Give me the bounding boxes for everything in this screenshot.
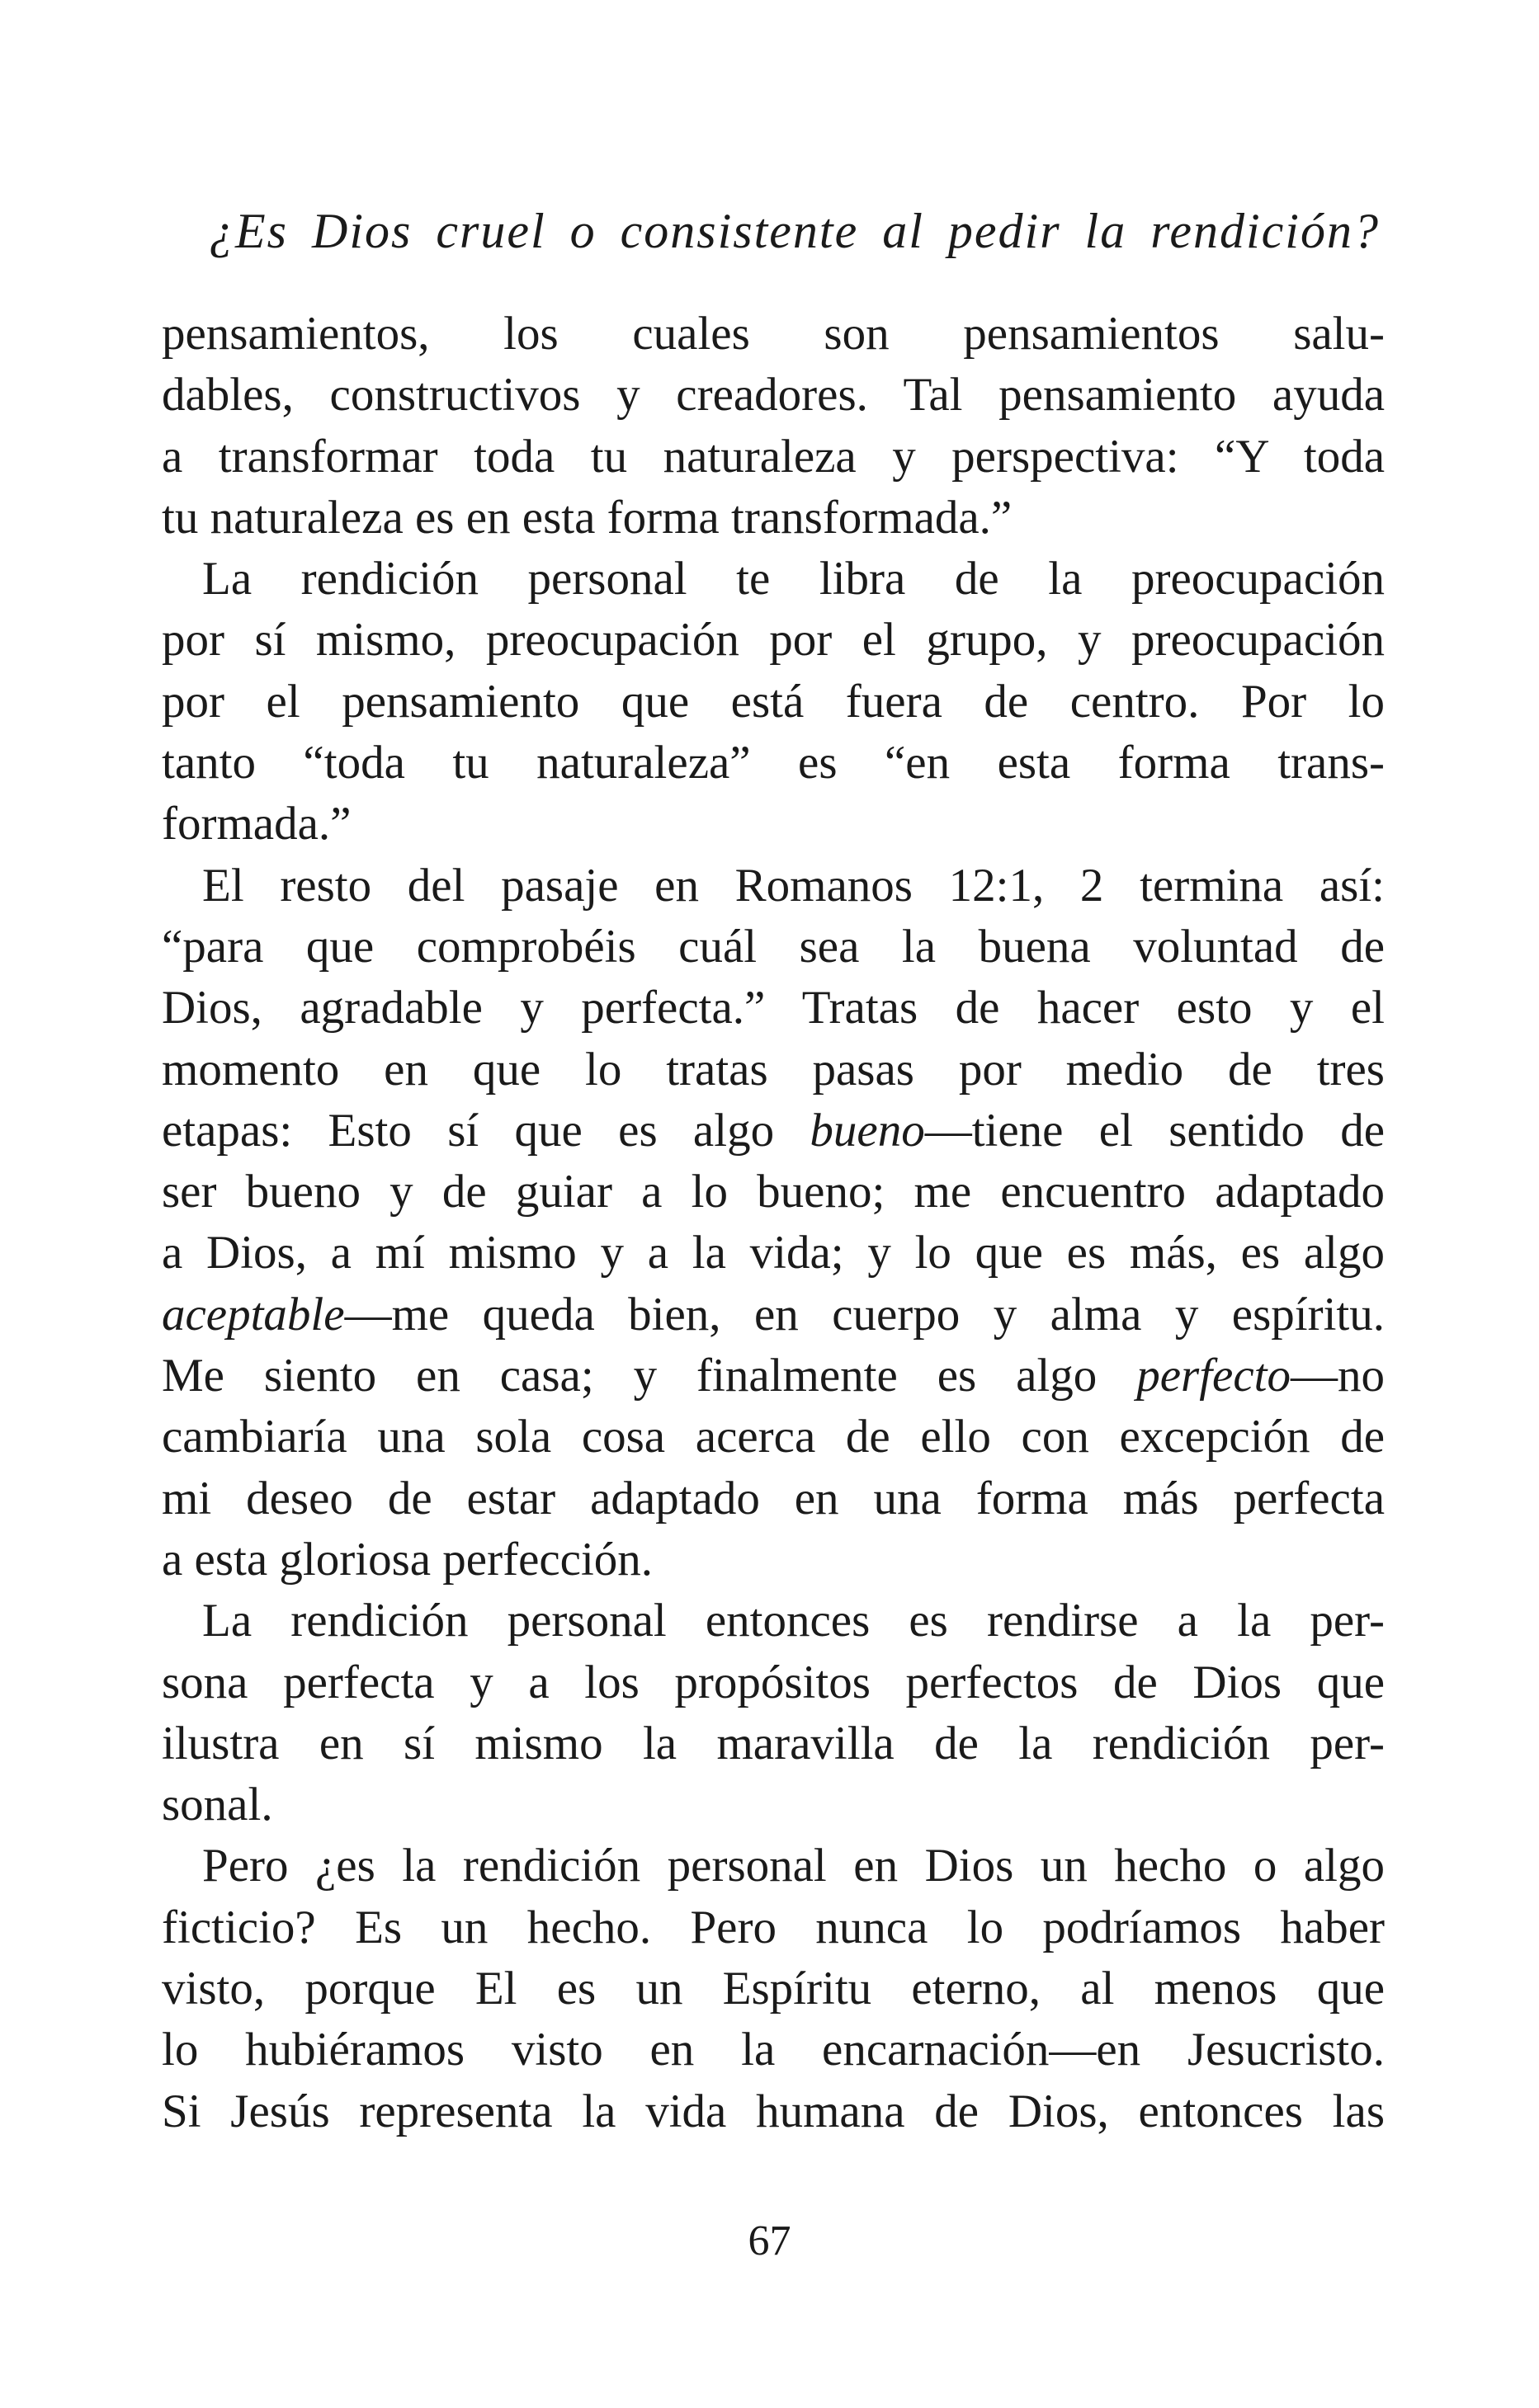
text-segment: —tiene el sentido de bbox=[924, 1104, 1385, 1157]
text-line bbox=[162, 2019, 1385, 2080]
text-segment: “para que comprobéis cuál sea la buena voluntad de bbox=[162, 920, 1385, 973]
text-segment: Dios, agradable y perfecta.” Tratas de hacer esto y el bbox=[162, 982, 1385, 1034]
text-line bbox=[162, 610, 1385, 671]
text-segment: formada.” bbox=[162, 798, 352, 851]
text-line bbox=[162, 1958, 1385, 2019]
text-segment: Si Jesús representa la vida humana de Dios, entonces las bbox=[162, 2085, 1385, 2137]
text-segment: a esta gloriosa perfección. bbox=[162, 1533, 654, 1586]
text-line bbox=[162, 1713, 1385, 1774]
text-line bbox=[162, 1529, 1385, 1590]
text-segment: tanto “toda tu naturaleza” es “en esta forma trans- bbox=[162, 737, 1385, 789]
body-text bbox=[162, 304, 1385, 2142]
text-line bbox=[162, 2081, 1385, 2142]
text-line bbox=[162, 978, 1385, 1039]
page-number: 67 bbox=[748, 2217, 791, 2264]
text-segment: etapas: Esto sí que es algo bbox=[162, 1104, 810, 1157]
text-segment: La rendición personal te libra de la preocupación bbox=[202, 553, 1385, 606]
text-line bbox=[162, 1162, 1385, 1223]
text-segment: por sí mismo, preocupación por el grupo, y preocupación bbox=[162, 614, 1385, 667]
text-line bbox=[162, 1774, 1385, 1835]
text-segment: sona perfecta y a los propósitos perfectos de Dios que bbox=[162, 1656, 1385, 1708]
paragraph bbox=[162, 304, 1385, 549]
text-line bbox=[162, 917, 1385, 978]
text-line bbox=[162, 1652, 1385, 1713]
paragraph bbox=[162, 549, 1385, 855]
text-line bbox=[162, 1407, 1385, 1468]
paragraph bbox=[162, 1835, 1385, 2142]
text-line bbox=[162, 1590, 1385, 1652]
paragraph bbox=[162, 855, 1385, 1591]
text-line bbox=[162, 488, 1385, 549]
text-segment: Me siento en casa; y finalmente es algo bbox=[162, 1350, 1137, 1402]
text-segment: —me queda bien, en cuerpo y alma y espíritu. bbox=[344, 1288, 1385, 1341]
text-segment: ilustra en sí mismo la maravilla de la rendición per- bbox=[162, 1717, 1385, 1769]
text-segment: dables, constructivos y creadores. Tal pensamiento ayuda bbox=[162, 369, 1385, 422]
text-line bbox=[162, 365, 1385, 426]
text-line bbox=[162, 1345, 1385, 1407]
text-segment: a transformar toda tu naturaleza y perspectiva: “Y toda bbox=[162, 430, 1385, 483]
text-segment: sonal. bbox=[162, 1779, 273, 1831]
text-line bbox=[162, 1223, 1385, 1284]
text-line bbox=[162, 549, 1385, 610]
text-line bbox=[162, 1284, 1385, 1345]
text-segment: visto, porque El es un Espíritu eterno, al menos que bbox=[162, 1963, 1385, 2015]
text-segment: ser bueno y de guiar a lo bueno; me encuentro adaptado bbox=[162, 1166, 1385, 1218]
text-line bbox=[162, 1897, 1385, 1958]
text-line bbox=[162, 855, 1385, 917]
running-head: ¿Es Dios cruel o consistente al pedir la rendición? bbox=[209, 204, 1380, 258]
text-line bbox=[162, 304, 1385, 365]
text-segment: pensamientos, los cuales son pensamientos salu- bbox=[162, 308, 1385, 360]
text-line bbox=[162, 1039, 1385, 1100]
text-segment: ficticio? Es un hecho. Pero nunca lo podríamos haber bbox=[162, 1901, 1385, 1953]
text-line bbox=[162, 733, 1385, 794]
text-segment: mi deseo de estar adaptado en una forma más perfecta bbox=[162, 1472, 1385, 1524]
text-line bbox=[162, 672, 1385, 733]
text-line bbox=[162, 794, 1385, 855]
text-segment: tu naturaleza es en esta forma transformada.” bbox=[162, 491, 1013, 544]
text-line bbox=[162, 1468, 1385, 1529]
text-segment: La rendición personal entonces es rendirse a la per- bbox=[202, 1595, 1385, 1647]
paragraph bbox=[162, 1590, 1385, 1835]
text-segment: cambiaría una sola cosa acerca de ello con excepción de bbox=[162, 1411, 1385, 1463]
text-line bbox=[162, 426, 1385, 488]
text-segment: por el pensamiento que está fuera de centro. Por lo bbox=[162, 675, 1385, 728]
text-segment: momento en que lo tratas pasas por medio de tres bbox=[162, 1043, 1385, 1096]
text-line bbox=[162, 1835, 1385, 1897]
italic-text: perfecto bbox=[1136, 1350, 1291, 1402]
text-segment: Pero ¿es la rendición personal en Dios un hecho o algo bbox=[202, 1840, 1385, 1892]
text-segment: a Dios, a mí mismo y a la vida; y lo que es más, es algo bbox=[162, 1227, 1385, 1279]
text-segment: —no bbox=[1291, 1350, 1385, 1402]
italic-text: aceptable bbox=[162, 1288, 345, 1341]
text-segment: El resto del pasaje en Romanos 12:1, 2 termina así: bbox=[202, 859, 1385, 912]
italic-text: bueno bbox=[810, 1104, 925, 1157]
text-segment: lo hubiéramos visto en la encarnación—en Jesucristo. bbox=[162, 2024, 1385, 2076]
text-line bbox=[162, 1100, 1385, 1162]
